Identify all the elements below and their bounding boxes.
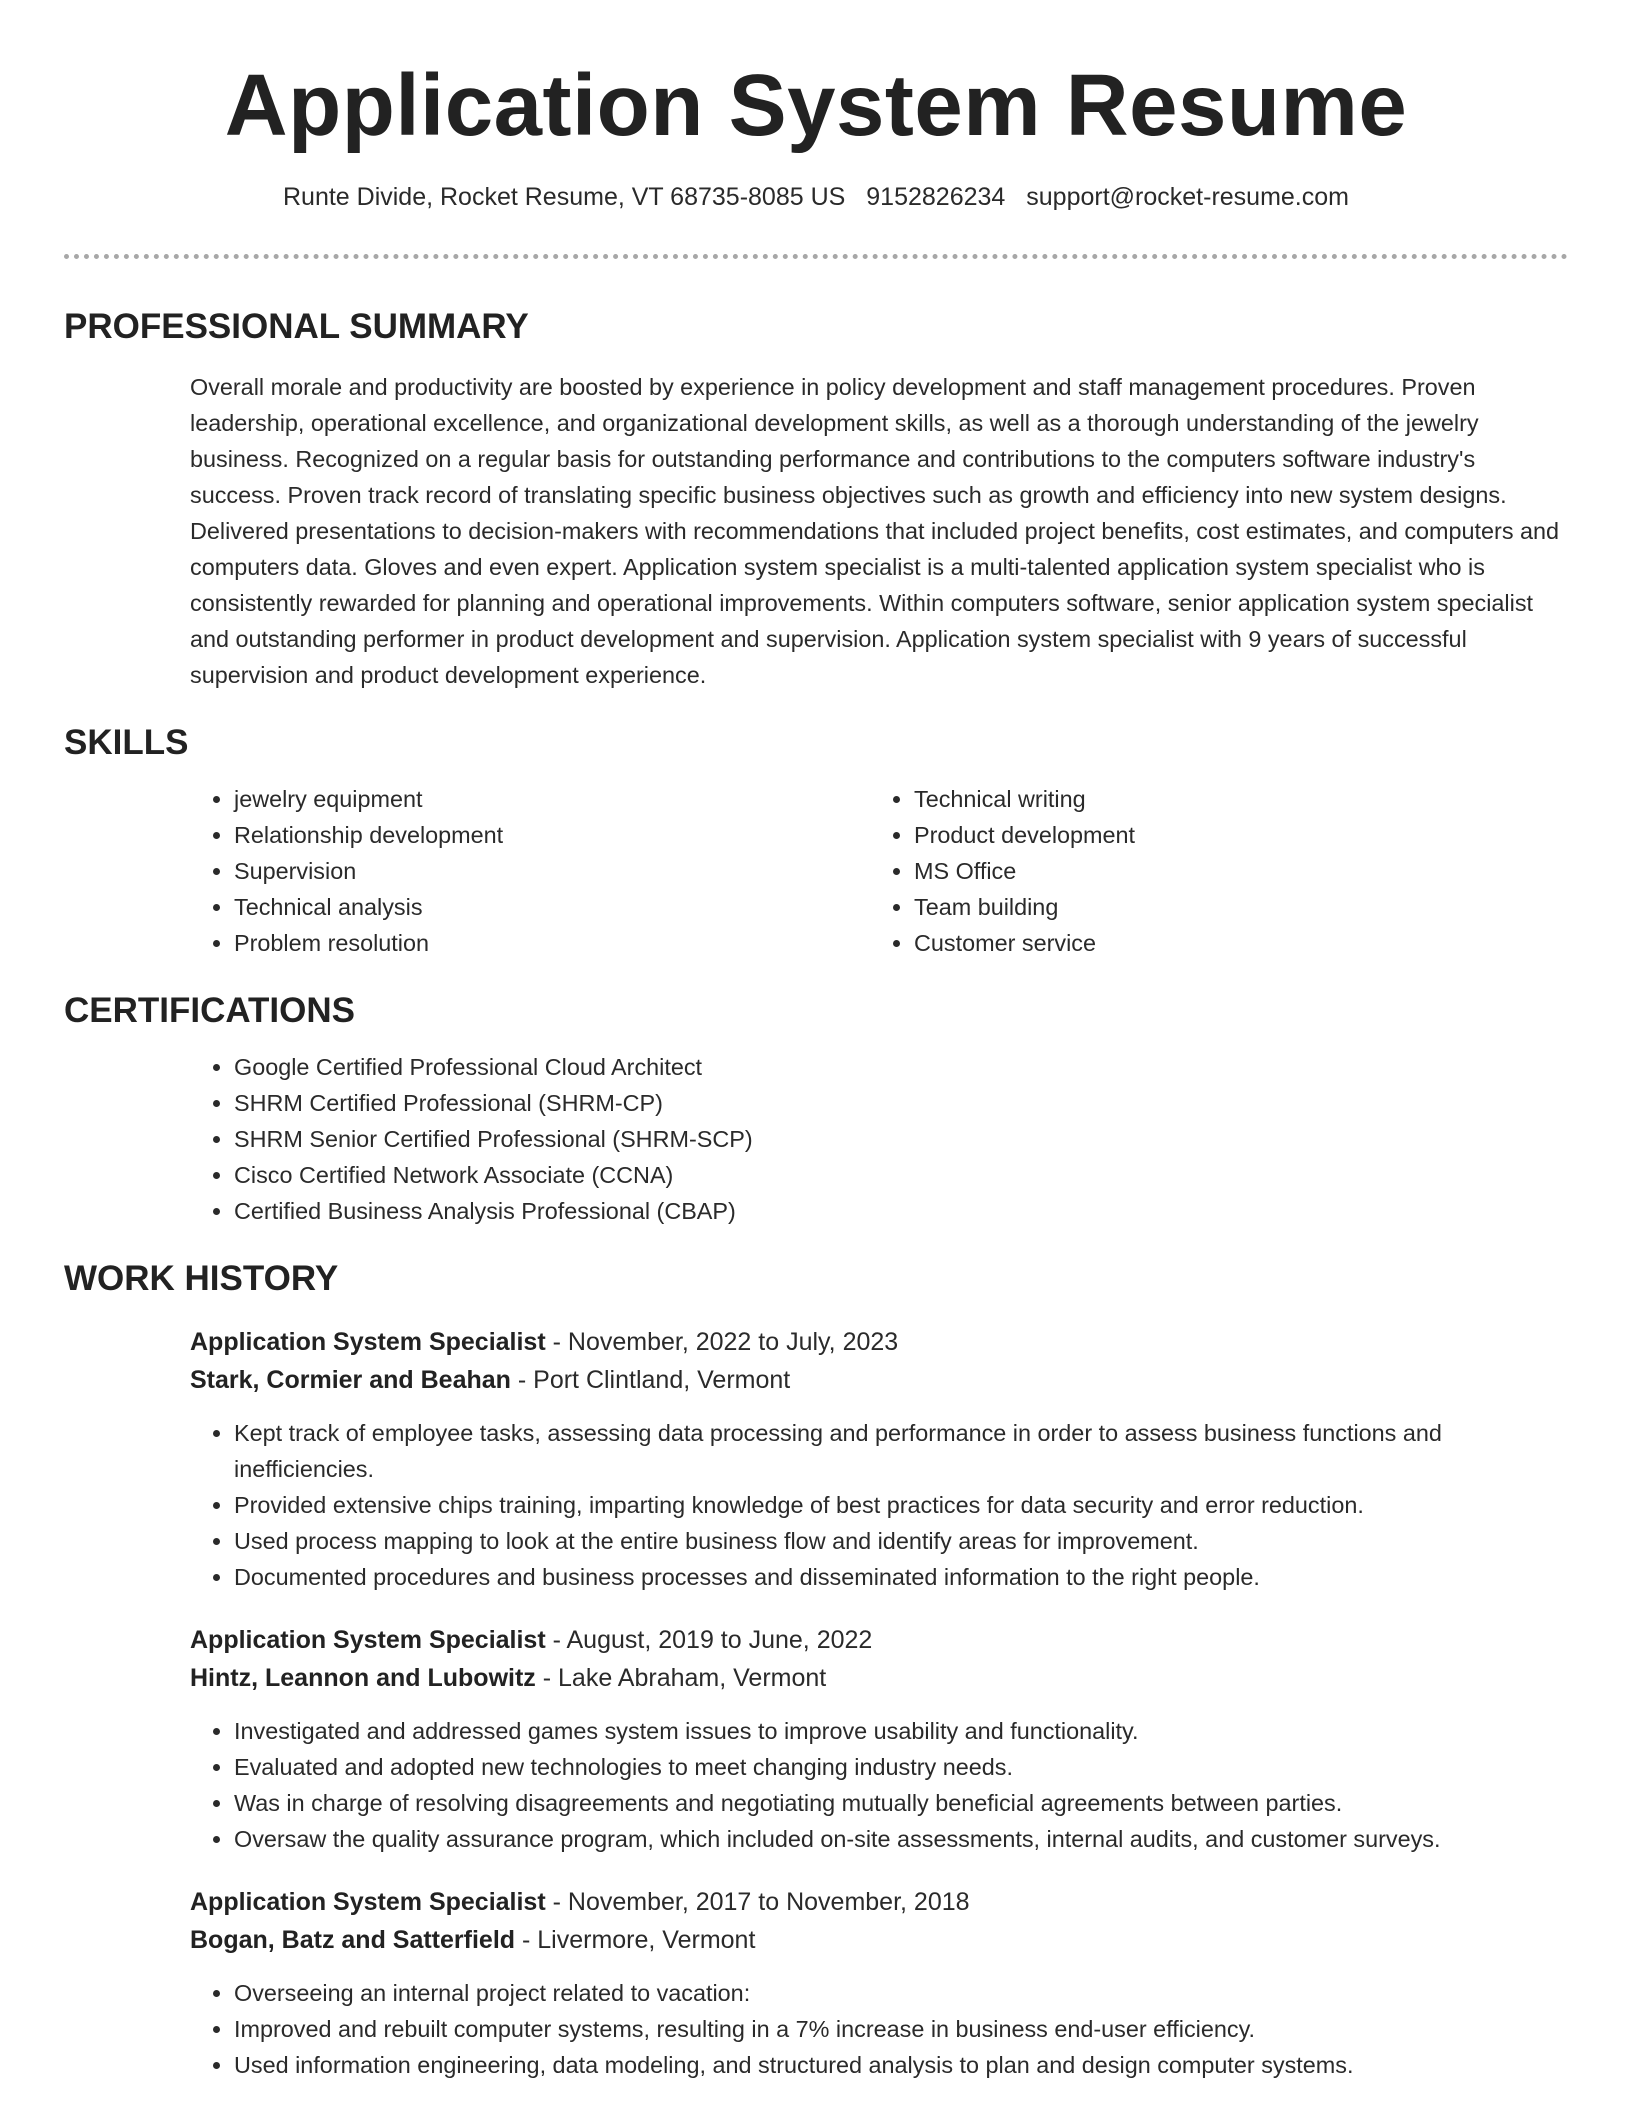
job-dates: - November, 2017 to November, 2018 [545, 1888, 970, 1916]
skill-item: • Relationship development [234, 817, 870, 853]
contact-line [64, 180, 1568, 214]
job-dates: - November, 2022 to July, 2023 [545, 1328, 899, 1356]
skills-column-right [870, 781, 1550, 961]
contact-phone: 9152826234 [866, 183, 1006, 211]
skills-column-left [190, 781, 870, 961]
skill-item: • jewelry equipment [234, 781, 870, 817]
job-company-line [190, 1361, 1568, 1399]
job-duties [190, 1415, 1568, 1595]
job-role: Application System Specialist [190, 1328, 546, 1356]
job-entry [190, 1883, 1568, 2083]
skill-item: • Customer service [914, 925, 1550, 961]
skill-item: • Supervision [234, 853, 870, 889]
page-title: Application System Resume [224, 57, 1408, 154]
job-location: - Lake Abraham, Vermont [535, 1664, 827, 1692]
job-duty-item: • Used process mapping to look at the entire business flow and identify areas for improvement. [234, 1523, 1568, 1559]
summary-text: Overall morale and productivity are boosted by experience in policy development and staff management procedures. Proven leadership, operational excellence, and organizational development skills, as well as a thorough understanding of the jewelry business. Recognized on a regular basis for outstanding performance and contributions to the computers software industry's success. Proven track record of translating specific business objectives such as growth and efficiency into new system designs. Delivered presentations to decision-makers with recommendations that included project benefits, cost estimates, and computers and computers data. Gloves and even expert. Application system specialist is a multi-talented application system specialist who is consistently rewarded for planning and operational improvements. Within computers software, senior application system specialist and outstanding performer in product development and supervision. Application system specialist with 9 years of successful supervision and product development experience. [190, 374, 1560, 688]
summary-heading: PROFESSIONAL SUMMARY [64, 307, 529, 346]
job-duty-item: • Used information engineering, data modeling, and structured analysis to plan and design computer systems. [234, 2047, 1568, 2083]
job-duty-item: • Improved and rebuilt computer systems, resulting in a 7% increase in business end-user efficiency. [234, 2011, 1568, 2047]
header-divider [64, 254, 1568, 259]
job-company: Hintz, Leannon and Lubowitz [190, 1664, 536, 1692]
job-duty-item: • Investigated and addressed games system issues to improve usability and functionality. [234, 1713, 1568, 1749]
skill-item: • Technical writing [914, 781, 1550, 817]
job-duties [190, 1713, 1568, 1857]
job-duty-item: • Documented procedures and business processes and disseminated information to the right people. [234, 1559, 1568, 1595]
certification-item: • SHRM Certified Professional (SHRM-CP) [234, 1085, 1568, 1121]
skills-heading: SKILLS [64, 723, 189, 762]
job-duty-item: • Kept track of employee tasks, assessing data processing and performance in order to assess business functions and inefficiencies. [234, 1415, 1568, 1487]
job-entry [190, 1323, 1568, 1595]
job-company-line [190, 1921, 1568, 1959]
certifications-heading: CERTIFICATIONS [64, 991, 356, 1030]
skill-item: • Technical analysis [234, 889, 870, 925]
certifications-list [190, 1049, 1568, 1229]
contact-address: Runte Divide, Rocket Resume, VT 68735-8085 US [282, 183, 846, 211]
certification-item: • Certified Business Analysis Professional (CBAP) [234, 1193, 1568, 1229]
job-company-line [190, 1659, 1568, 1697]
job-duties [190, 1975, 1568, 2083]
contact-email: support@rocket-resume.com [1026, 183, 1349, 211]
job-duty-item: • Provided extensive chips training, imparting knowledge of best practices for data security and error reduction. [234, 1487, 1568, 1523]
job-title-line [190, 1621, 1568, 1659]
job-dates: - August, 2019 to June, 2022 [545, 1626, 873, 1654]
job-role: Application System Specialist [190, 1888, 546, 1916]
certification-item: • Google Certified Professional Cloud Architect [234, 1049, 1568, 1085]
job-title-line [190, 1323, 1568, 1361]
job-duty-item: • Was in charge of resolving disagreements and negotiating mutually beneficial agreements between parties. [234, 1785, 1568, 1821]
job-location: - Port Clintland, Vermont [510, 1366, 791, 1394]
job-entry [190, 1621, 1568, 1857]
job-company: Bogan, Batz and Satterfield [190, 1926, 516, 1954]
skill-item: • MS Office [914, 853, 1550, 889]
certification-item: • Cisco Certified Network Associate (CCNA) [234, 1157, 1568, 1193]
job-duty-item: • Oversaw the quality assurance program, which included on-site assessments, internal audits, and customer surveys. [234, 1821, 1568, 1857]
job-role: Application System Specialist [190, 1626, 546, 1654]
job-duty-item: • Overseeing an internal project related to vacation: [234, 1975, 1568, 2011]
skill-item: • Problem resolution [234, 925, 870, 961]
skills-list [190, 781, 1568, 961]
skill-item: • Product development [914, 817, 1550, 853]
job-title-line [190, 1883, 1568, 1921]
certification-item: • SHRM Senior Certified Professional (SHRM-SCP) [234, 1121, 1568, 1157]
skill-item: • Team building [914, 889, 1550, 925]
work-history-heading: WORK HISTORY [64, 1259, 339, 1298]
job-location: - Livermore, Vermont [515, 1926, 756, 1954]
job-company: Stark, Cormier and Beahan [190, 1366, 511, 1394]
job-duty-item: • Evaluated and adopted new technologies to meet changing industry needs. [234, 1749, 1568, 1785]
